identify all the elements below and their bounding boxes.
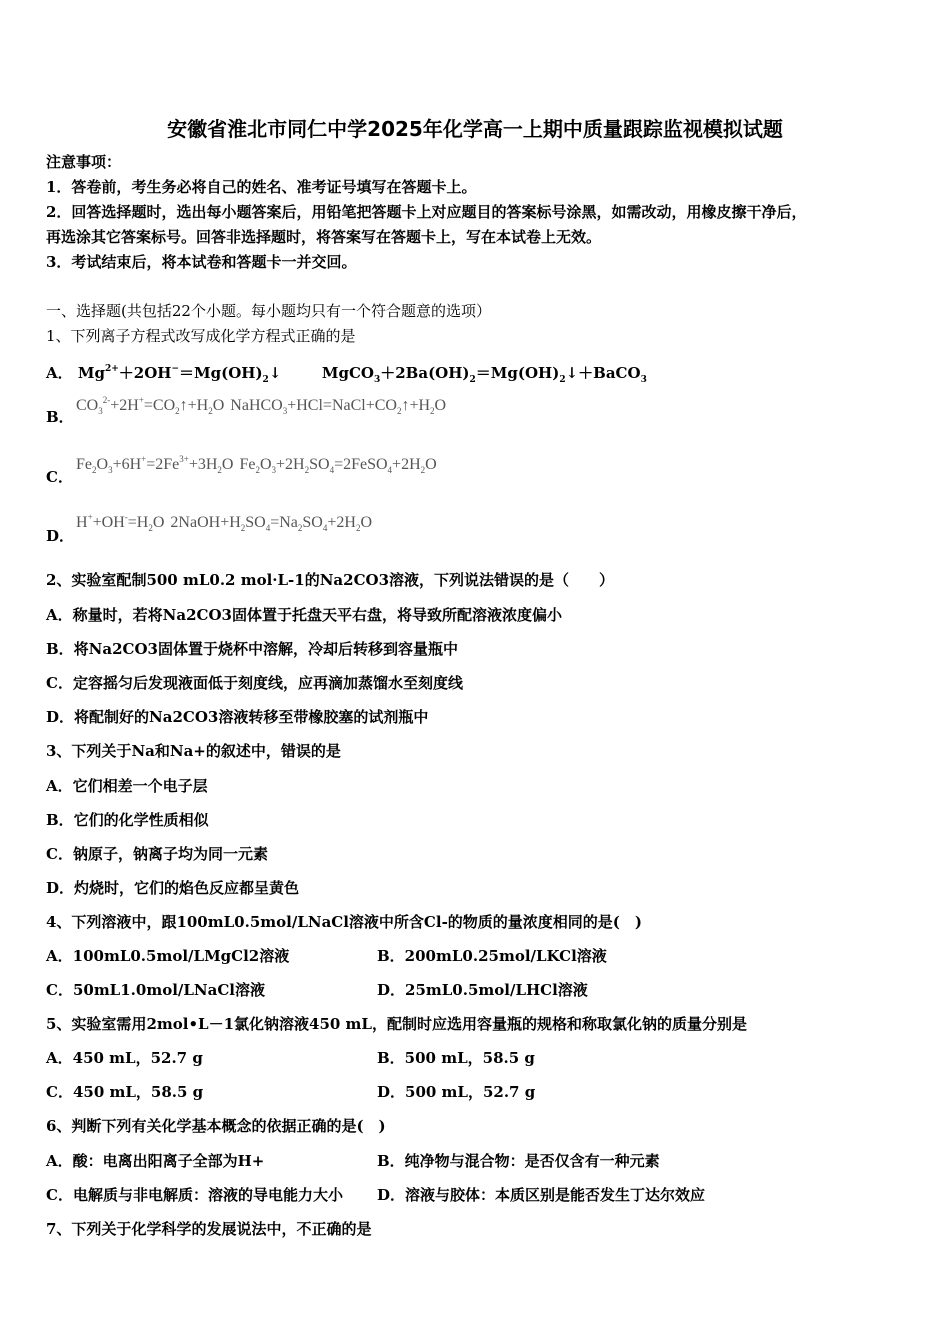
q3-option-b: B．它们的化学性质相似 — [46, 811, 209, 829]
q1-d-equations: $H^++OH^-=H_2O$ $2NaOH+H_2SO_4=Na_2SO_4+2H_2O$ — [76, 512, 372, 533]
q5-option-a: A．450 mL，52.7 g — [46, 1049, 203, 1067]
q4-option-a: A．100mL0.5mol/LMgCl2溶液 — [46, 947, 290, 965]
q6-option-b: B．纯净物与混合物：是否仅含有一种元素 — [377, 1152, 660, 1170]
q1-c-equations: $Fe_2O_3+6H^+=2Fe^{3+}+3H_2O$ $Fe_2O_3+2H_2SO_4=2FeSO_4+2H_2O$ — [76, 454, 437, 475]
q5-option-d: D．500 mL，52.7 g — [377, 1083, 536, 1101]
q5-option-b: B．500 mL，58.5 g — [377, 1049, 535, 1067]
q5-option-c: C．450 mL，58.5 g — [46, 1083, 204, 1101]
q1-a-chemical-equation: $MgCO_3+2Ba(OH)_2=Mg(OH)_2↓+BaCO_3$ — [321, 364, 647, 385]
q1-option-a — [46, 359, 647, 390]
notice-item-2-cont: 再选涂其它答案标号。回答非选择题时，将答案写在答题卡上，写在本试卷上无效。 — [46, 228, 602, 246]
page-title: 安徽省淮北市同仁中学2025年化学高一上期中质量跟踪监视模拟试题 — [167, 117, 783, 141]
q1-d-label: D． — [46, 527, 75, 545]
notice-item-3: 3．考试结束后，将本试卷和答题卡一并交回。 — [46, 253, 357, 271]
notice-item-2: 2．回答选择题时，选出每小题答案后，用铅笔把答题卡上对应题目的答案标号涂黑，如需改动，用橡皮擦干净后， — [46, 203, 807, 221]
q4-option-b: B．200mL0.25mol/LKCl溶液 — [377, 947, 607, 965]
q2-option-b: B．将Na2CO3固体置于烧杯中溶解，冷却后转移到容量瓶中 — [46, 640, 458, 658]
q5-stem: 5、实验室需用2mol•L－1氯化钠溶液450 mL，配制时应选用容量瓶的规格和称取氯化钠的质量分别是 — [46, 1015, 747, 1033]
q7-stem: 7、下列关于化学科学的发展说法中，不正确的是 — [46, 1220, 372, 1238]
q2-option-a: A．称量时，若将Na2CO3固体置于托盘天平右盘，将导致所配溶液浓度偏小 — [46, 606, 562, 624]
q1-b-label: B． — [46, 408, 74, 426]
section-heading: 一、选择题(共包括22个小题。每小题均只有一个符合题意的选项） — [46, 302, 491, 320]
q6-option-a: A．酸：电离出阳离子全部为H+ — [46, 1152, 265, 1170]
q3-stem: 3、下列关于Na和Na+的叙述中，错误的是 — [46, 742, 341, 760]
q1-stem: 1、下列离子方程式改写成化学方程式正确的是 — [46, 327, 356, 345]
q4-option-d: D．25mL0.5mol/LHCl溶液 — [377, 981, 588, 999]
notice-item-1: 1．答卷前，考生务必将自己的姓名、准考证号填写在答题卡上。 — [46, 178, 477, 196]
q3-option-a: A．它们相差一个电子层 — [46, 777, 208, 795]
q4-option-c: C．50mL1.0mol/LNaCl溶液 — [46, 981, 265, 999]
q1-a-ionic-equation: $Mg^{2+}+2OH^-=Mg(OH)_2↓$ — [77, 364, 282, 385]
q3-option-d: D．灼烧时，它们的焰色反应都呈黄色 — [46, 879, 300, 897]
q6-option-d: D．溶液与胶体：本质区别是能否发生丁达尔效应 — [377, 1186, 706, 1204]
q3-option-c: C．钠原子，钠离子均为同一元素 — [46, 845, 268, 863]
q1-b-equations: $CO_3^{2-}+2H^+=CO_2↑+H_2O$ $NaHCO_3+HCl=NaCl+CO_2↑+H_2O$ — [76, 395, 447, 416]
q2-stem: 2、实验室配制500 mL0.2 mol·L-1的Na2CO3溶液，下列说法错误的是（ ） — [46, 571, 615, 589]
q6-stem: 6、判断下列有关化学基本概念的依据正确的是( ) — [46, 1117, 386, 1135]
q2-option-c: C．定容摇匀后发现液面低于刻度线，应再滴加蒸馏水至刻度线 — [46, 674, 463, 692]
notice-heading: 注意事项： — [46, 153, 122, 171]
q1-c-label: C． — [46, 468, 73, 486]
q6-option-c: C．电解质与非电解质：溶液的导电能力大小 — [46, 1186, 343, 1204]
q2-option-d: D．将配制好的Na2CO3溶液转移至带橡胶塞的试剂瓶中 — [46, 708, 429, 726]
q1-a-label: A． — [46, 364, 73, 382]
q4-stem: 4、下列溶液中，跟100mL0.5mol/LNaCl溶液中所含Cl-的物质的量浓度相同的是( ) — [46, 913, 642, 931]
